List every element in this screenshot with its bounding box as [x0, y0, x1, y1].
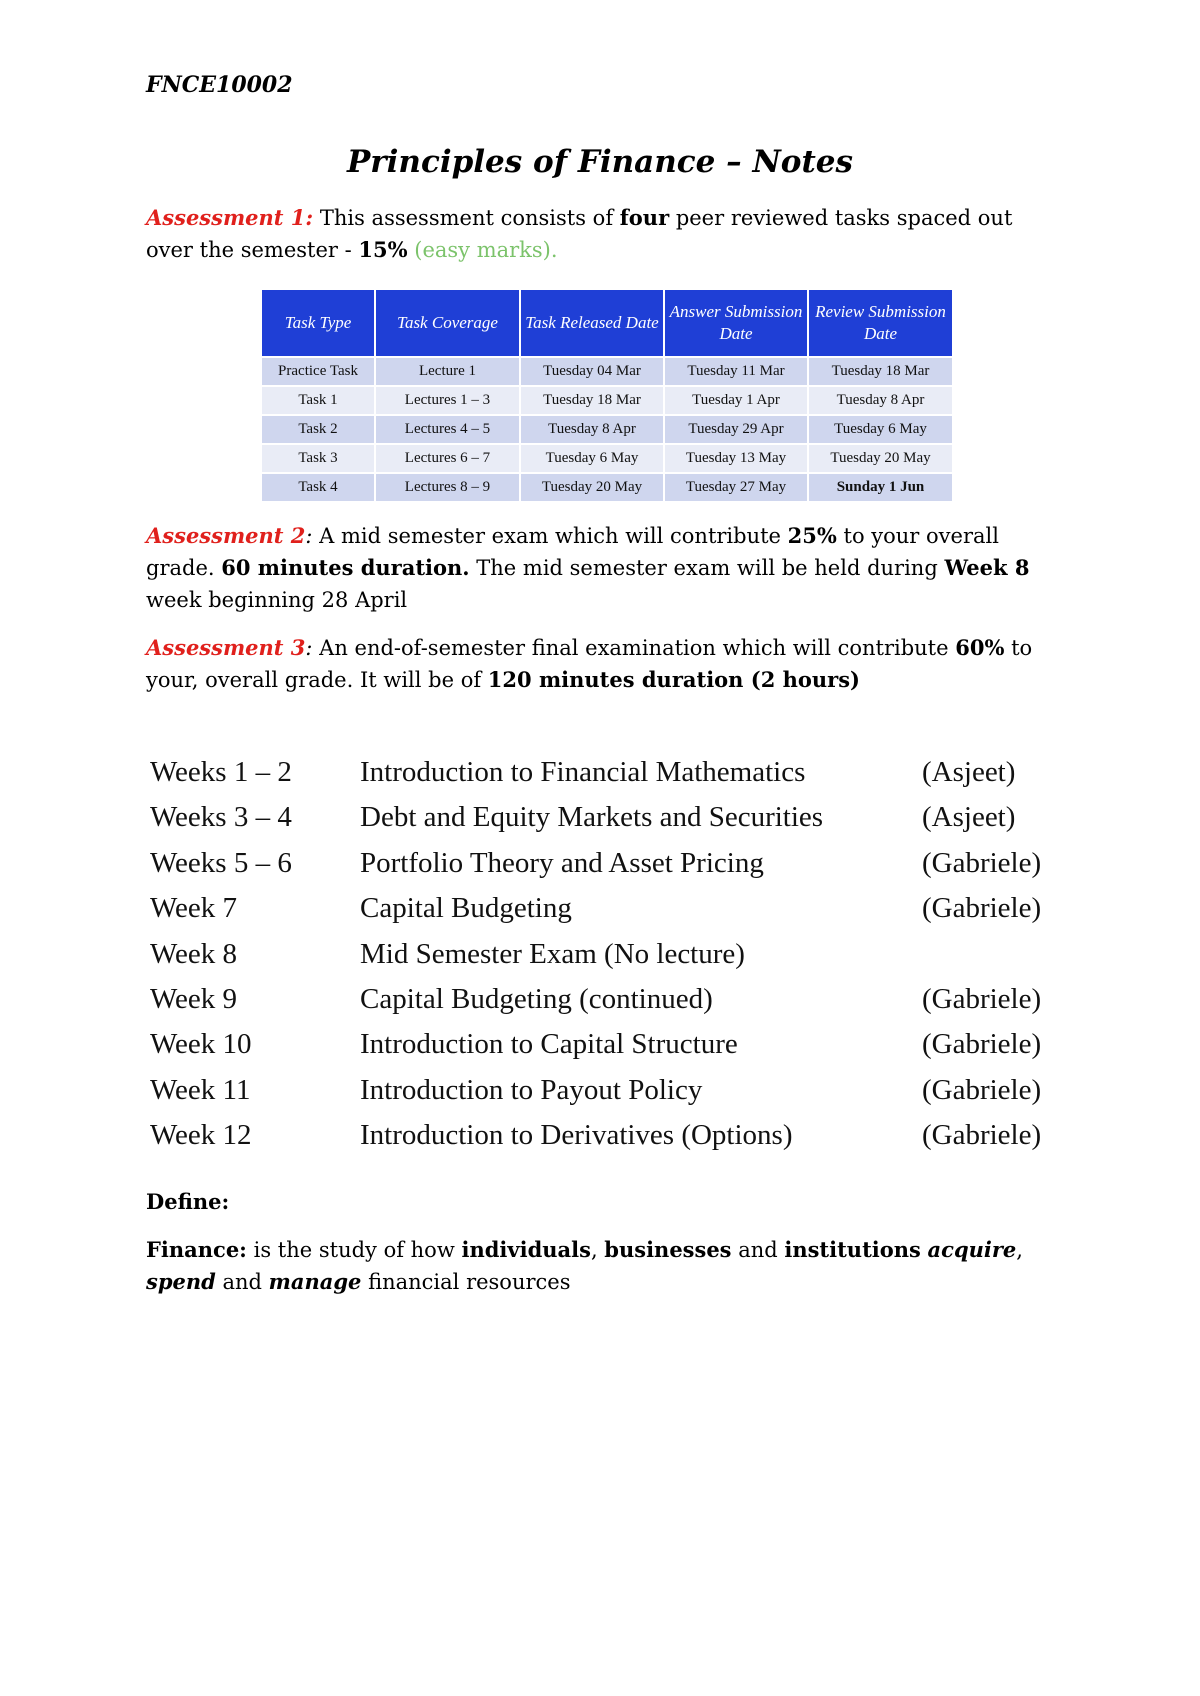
table-cell: Task 1 — [261, 386, 375, 415]
schedule-lecturer: (Gabriele) — [922, 846, 1042, 879]
definition-text-5: , — [1016, 1238, 1023, 1262]
table-header: Task Released Date — [520, 289, 664, 357]
schedule-weeks: Week 10 — [150, 1028, 252, 1061]
schedule-lecturer: (Asjeet) — [922, 801, 1016, 834]
assessment-3-text-2: to your, overall grade. It will be of — [146, 636, 1033, 692]
assessment-2-paragraph — [146, 520, 1066, 616]
assessment-3-paragraph — [146, 632, 1066, 696]
table-cell: Sunday 1 Jun — [808, 473, 953, 502]
definition-manage: manage — [268, 1269, 362, 1294]
table-cell: Tuesday 04 Mar — [520, 357, 664, 386]
assessment-2-label: Assessment 2 — [146, 523, 306, 548]
schedule-row — [150, 892, 1070, 937]
schedule-row — [150, 938, 1070, 983]
table-row — [261, 473, 953, 502]
table-cell: Tuesday 11 Mar — [664, 357, 808, 386]
schedule-row — [150, 983, 1070, 1028]
definition-text: is the study of how — [246, 1238, 462, 1262]
table-header: Answer Submission Date — [664, 289, 808, 357]
schedule-row — [150, 1074, 1070, 1119]
table-cell: Tuesday 6 May — [520, 444, 664, 473]
assessment-2-text-4: week beginning 28 April — [146, 588, 408, 612]
assessment-1-note: (easy marks). — [407, 238, 558, 262]
assessment-1-text: This assessment consists of — [313, 206, 620, 230]
table-cell: Tuesday 18 Mar — [808, 357, 953, 386]
schedule-lecturer: (Asjeet) — [922, 756, 1016, 788]
schedule-weeks: Week 9 — [150, 982, 238, 1015]
table-cell: Tuesday 6 May — [808, 415, 953, 444]
schedule-topic: Capital Budgeting (continued) — [360, 982, 713, 1015]
schedule-row — [150, 801, 1070, 846]
schedule-weeks: Weeks 3 – 4 — [150, 801, 292, 834]
table-cell: Tuesday 18 Mar — [520, 386, 664, 415]
course-code: FNCE10002 — [146, 72, 293, 98]
table-cell: Task 2 — [261, 415, 375, 444]
table-cell: Lectures 1 – 3 — [375, 386, 520, 415]
table-cell: Practice Task — [261, 357, 375, 386]
table-row — [261, 415, 953, 444]
assessment-3-label: Assessment 3 — [146, 635, 306, 660]
table-cell: Tuesday 20 May — [808, 444, 953, 473]
table-header: Task Type — [261, 289, 375, 357]
assessment-2-week: Week 8 — [944, 555, 1030, 580]
schedule-lecturer: (Gabriele) — [922, 1119, 1042, 1152]
definition-text-2: , — [590, 1238, 605, 1262]
definition-text-7: financial resources — [361, 1270, 571, 1294]
schedule-lecturer: (Gabriele) — [922, 1073, 1042, 1106]
schedule-weeks: Weeks 5 – 6 — [150, 846, 292, 879]
assessment-2-text-3: The mid semester exam will be held during — [469, 556, 945, 580]
table-header: Review Submission Date — [808, 289, 953, 357]
definition-acquire: acquire — [927, 1237, 1017, 1262]
definition-text-3: and — [731, 1238, 785, 1262]
assessment-3-text: An end-of-semester final examination which will contribute — [312, 636, 956, 660]
table-row — [261, 444, 953, 473]
schedule-lecturer: (Gabriele) — [922, 982, 1042, 1015]
definition-spend: spend — [146, 1269, 216, 1294]
schedule-topic: Portfolio Theory and Asset Pricing — [360, 846, 764, 879]
finance-definition — [146, 1234, 1066, 1298]
assessment-3-colon: : — [305, 636, 313, 660]
table-row — [261, 386, 953, 415]
schedule-weeks: Week 8 — [150, 937, 238, 970]
definition-term: Finance: — [146, 1237, 247, 1262]
schedule-topic: Mid Semester Exam (No lecture) — [360, 937, 745, 970]
schedule-lecturer: (Gabriele) — [922, 892, 1042, 925]
table-cell: Tuesday 27 May — [664, 473, 808, 502]
definition-individuals: individuals — [461, 1237, 591, 1262]
table-cell: Tuesday 8 Apr — [808, 386, 953, 415]
assessment-2-weight: 25% — [787, 523, 837, 548]
lecture-schedule — [150, 756, 1070, 1165]
schedule-topic: Introduction to Payout Policy — [360, 1073, 703, 1106]
table-cell: Lectures 8 – 9 — [375, 473, 520, 502]
schedule-weeks: Week 7 — [150, 892, 238, 925]
schedule-row — [150, 1028, 1070, 1073]
schedule-row — [150, 847, 1070, 892]
schedule-topic: Introduction to Financial Mathematics — [360, 756, 806, 788]
table-cell: Tuesday 13 May — [664, 444, 808, 473]
schedule-topic: Capital Budgeting — [360, 892, 572, 925]
definition-text-6: and — [215, 1270, 269, 1294]
table-cell: Task 4 — [261, 473, 375, 502]
table-cell: Lecture 1 — [375, 357, 520, 386]
assessment-2-text-2: to your overall grade. — [146, 524, 999, 580]
schedule-topic: Debt and Equity Markets and Securities — [360, 801, 824, 834]
assessment-3-weight: 60% — [955, 635, 1005, 660]
schedule-row — [150, 756, 1070, 801]
schedule-topic: Introduction to Capital Structure — [360, 1028, 738, 1061]
table-row — [261, 357, 953, 386]
assessment-2-text: A mid semester exam which will contribute — [312, 524, 788, 548]
schedule-weeks: Week 12 — [150, 1119, 252, 1152]
assessment-1-paragraph — [146, 202, 1066, 266]
table-cell: Lectures 6 – 7 — [375, 444, 520, 473]
document-title: Principles of Finance – Notes — [347, 144, 853, 180]
assessment-2-duration: 60 minutes duration. — [221, 555, 470, 580]
assessment-1-label: Assessment 1: — [146, 205, 314, 230]
define-heading: Define: — [146, 1189, 230, 1214]
table-header: Task Coverage — [375, 289, 520, 357]
assessment-1-weight: 15% — [358, 237, 408, 262]
definition-businesses: businesses — [604, 1237, 732, 1262]
table-cell: Tuesday 1 Apr — [664, 386, 808, 415]
schedule-row — [150, 1119, 1070, 1164]
table-cell: Tuesday 8 Apr — [520, 415, 664, 444]
schedule-lecturer: (Gabriele) — [922, 1028, 1042, 1061]
table-cell: Tuesday 20 May — [520, 473, 664, 502]
table-cell: Task 3 — [261, 444, 375, 473]
schedule-weeks: Weeks 1 – 2 — [150, 756, 292, 788]
tasks-table — [260, 288, 954, 503]
assessment-1-text-2: peer reviewed tasks spaced out over the semester - — [146, 206, 1013, 262]
tasks-table-header-row — [261, 289, 953, 357]
schedule-topic: Introduction to Derivatives (Options) — [360, 1119, 793, 1152]
table-cell: Lectures 4 – 5 — [375, 415, 520, 444]
schedule-weeks: Week 11 — [150, 1073, 251, 1106]
assessment-1-task-count: four — [619, 205, 670, 230]
assessment-2-colon: : — [305, 524, 313, 548]
assessment-3-duration: 120 minutes duration (2 hours) — [487, 667, 860, 692]
table-cell: Tuesday 29 Apr — [664, 415, 808, 444]
definition-institutions: institutions — [784, 1237, 921, 1262]
definition-space — [921, 1238, 928, 1262]
